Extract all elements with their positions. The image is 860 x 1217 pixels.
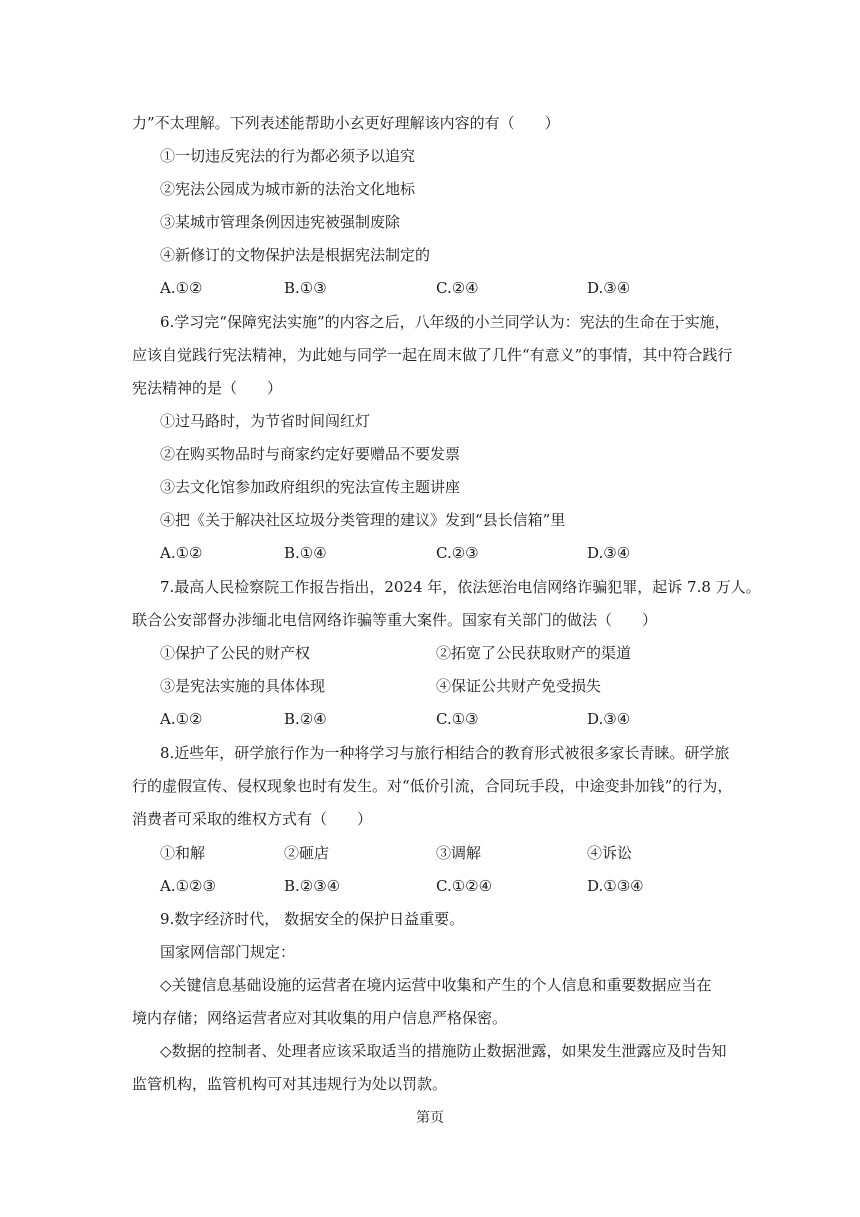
q6-stem-line-1: 6.学习完“保障宪法实施”的内容之后，八年级的小兰同学认为：宪法的生命在于实施， <box>160 313 730 331</box>
q8-option-b: B.②③④ <box>284 877 341 895</box>
q7-option-c: C.①③ <box>436 710 479 728</box>
q7-option-b: B.②④ <box>284 710 327 728</box>
q7-statement-2: ②拓宽了公民获取财产的渠道 <box>436 644 632 662</box>
q8-option-d: D.①③④ <box>587 877 644 895</box>
q9-stem-line-1: 9.数字经济时代， 数据安全的保护日益重要。 <box>160 910 465 928</box>
q7-stem-line-2: 联合公安部督办涉缅北电信网络诈骗等重大案件。国家有关部门的做法（ ） <box>132 611 658 629</box>
q8-option-c: C.①②④ <box>436 877 493 895</box>
q9-rule-1-line-2: 境内存储；网络运营者应对其收集的用户信息严格保密。 <box>132 1009 508 1027</box>
q7-statement-3: ③是宪法实施的具体体现 <box>160 677 326 695</box>
q7-option-d: D.③④ <box>587 710 631 728</box>
q8-stem-line-3: 消费者可采取的维权方式有（ ） <box>132 810 373 828</box>
q5-stem-end: 力”不太理解。下列表述能帮助小玄更好理解该内容的有（ ） <box>132 114 560 132</box>
q8-statement-2: ②砸店 <box>284 844 330 862</box>
q7-statement-1: ①保护了公民的财产权 <box>160 644 311 662</box>
q5-option-d: D.③④ <box>587 279 631 297</box>
q9-stem-line-2: 国家网信部门规定： <box>160 943 296 961</box>
q6-statement-3: ③去文化馆参加政府组织的宪法宣传主题讲座 <box>160 478 461 496</box>
q6-stem-line-3: 宪法精神的是（ ） <box>132 379 283 397</box>
q6-statement-4: ④把《关于解决社区垃圾分类管理的建议》发到“县长信箱”里 <box>160 511 566 529</box>
q8-statement-4: ④诉讼 <box>587 844 633 862</box>
q7-stem-line-1: 7.最高人民检察院工作报告指出，2024 年，依法惩治电信网络诈骗犯罪，起诉 7.8 万人。 <box>160 578 761 596</box>
q6-option-b: B.①④ <box>284 544 327 562</box>
q5-option-c: C.②④ <box>436 279 479 297</box>
q6-statement-1: ①过马路时，为节省时间闯红灯 <box>160 412 371 430</box>
q6-stem-line-2: 应该自觉践行宪法精神，为此她与同学一起在周末做了几件“有意义”的事情，其中符合践行 <box>132 346 733 364</box>
q9-rule-1-line-1: ◇关键信息基础设施的运营者在境内运营中收集和产生的个人信息和重要数据应当在 <box>160 976 712 994</box>
q7-statement-4: ④保证公共财产免受损失 <box>436 677 602 695</box>
q7-option-a: A.①② <box>160 710 203 728</box>
q6-option-a: A.①② <box>160 544 203 562</box>
q5-statement-1: ①一切违反宪法的行为都必须予以追究 <box>160 147 416 165</box>
q8-stem-line-1: 8.近些年，研学旅行作为一种将学习与旅行相结合的教育形式被很多家长青睐。研学旅 <box>160 744 730 762</box>
q8-statement-1: ①和解 <box>160 844 206 862</box>
q5-option-b: B.①③ <box>284 279 327 297</box>
q9-rule-2-line-2: 监管机构，监管机构可对其违规行为处以罚款。 <box>132 1075 448 1093</box>
q5-statement-3: ③某城市管理条例因违宪被强制废除 <box>160 213 401 231</box>
q8-statement-3: ③调解 <box>436 844 482 862</box>
q5-option-a: A.①② <box>160 279 203 297</box>
q8-stem-line-2: 行的虚假宣传、侵权现象也时有发生。对“低价引流，合同玩手段，中途变卦加钱”的行为， <box>132 777 733 795</box>
q5-statement-4: ④新修订的文物保护法是根据宪法制定的 <box>160 246 431 264</box>
q8-option-a: A.①②③ <box>160 877 216 895</box>
q9-rule-2-line-1: ◇数据的控制者、处理者应该采取适当的措施防止数据泄露，如果发生泄露应及时告知 <box>160 1042 727 1060</box>
q5-statement-2: ②宪法公园成为城市新的法治文化地标 <box>160 180 416 198</box>
page-footer: 第页 <box>416 1110 444 1126</box>
q6-option-c: C.②③ <box>436 544 479 562</box>
q6-option-d: D.③④ <box>587 544 631 562</box>
q6-statement-2: ②在购买物品时与商家约定好要赠品不要发票 <box>160 445 461 463</box>
